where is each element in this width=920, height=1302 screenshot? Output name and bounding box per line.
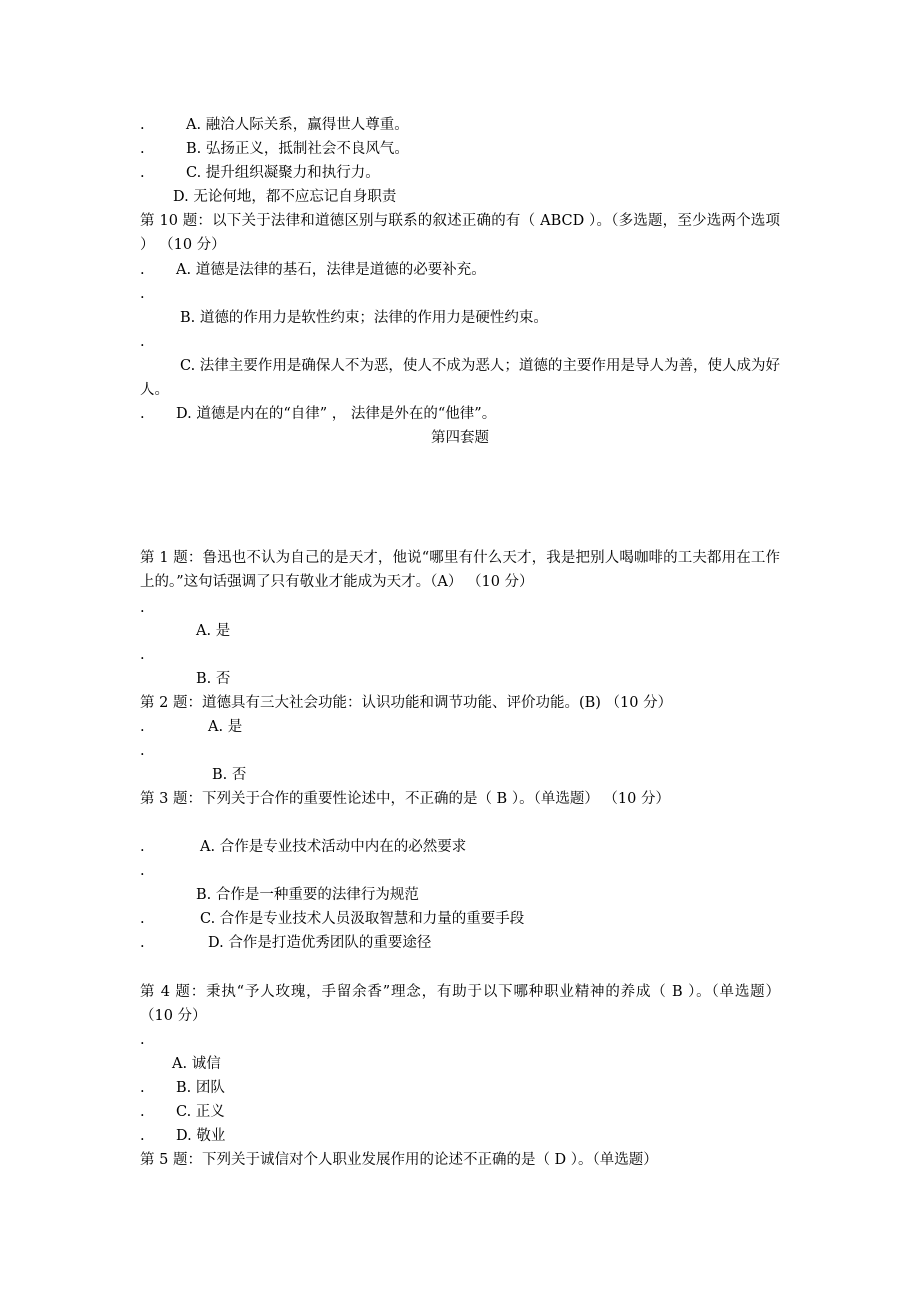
bullet-dot: .	[140, 1080, 145, 1096]
q10-option-c: C. 法律主要作用是确保人不为恶，使人不成为恶人；道德的主要作用是导人为善，使人成为好人。	[140, 358, 780, 398]
q2-option-a: A. 是	[208, 719, 243, 735]
prev-option-d: D. 无论何地，都不应忘记自身职责	[173, 189, 397, 205]
q1-stem: 第 1 题：鲁迅也不认为自己的是天才，他说“哪里有什么天才，我是把别人喝咖啡的工夫都用在工作上的。”这句话强调了只有敬业才能成为天才。（A） （10 分）	[140, 550, 780, 590]
q4-option-c: C. 正义	[176, 1104, 225, 1120]
bullet-dot: .	[140, 600, 145, 616]
bullet-dot: .	[140, 141, 145, 157]
q3-option-b: B. 合作是一种重要的法律行为规范	[196, 887, 419, 903]
bullet-dot: .	[140, 1104, 145, 1120]
bullet-dot: .	[140, 1032, 145, 1048]
bullet-dot: .	[140, 863, 145, 879]
q2-option-b: B. 否	[212, 767, 247, 783]
q3-option-c: C. 合作是专业技术人员汲取智慧和力量的重要手段	[200, 911, 525, 927]
bullet-dot: .	[140, 165, 145, 181]
q1-option-a: A. 是	[196, 623, 231, 639]
bullet-dot: .	[140, 839, 145, 855]
q10-option-a: A. 道德是法律的基石，法律是道德的必要补充。	[176, 262, 486, 278]
q4-option-b: B. 团队	[176, 1080, 225, 1096]
bullet-dot: .	[140, 334, 145, 350]
q10-stem: 第 10 题：以下关于法律和道德区别与联系的叙述正确的有（ ABCD ）。（多选题，至少选两个选项 ） （10 分）	[140, 213, 780, 253]
q3-option-d: D. 合作是打造优秀团队的重要途径	[208, 935, 432, 951]
bullet-dot: .	[140, 406, 145, 422]
q4-option-a: A. 诚信	[172, 1056, 221, 1072]
q10-option-d: D. 道德是内在的“自律” ， 法律是外在的“他律”。	[176, 406, 497, 422]
bullet-dot: .	[140, 647, 145, 663]
bullet-dot: .	[140, 1128, 145, 1144]
prev-option-c: C. 提升组织凝聚力和执行力。	[186, 165, 380, 181]
q2-stem: 第 2 题：道德具有三大社会功能：认识功能和调节功能、评价功能。(B) （10 分）	[140, 695, 673, 711]
bullet-dot: .	[140, 117, 145, 133]
q10-option-b: B. 道德的作用力是软性约束；法律的作用力是硬性约束。	[180, 310, 548, 326]
prev-option-b: B. 弘扬正义，抵制社会不良风气。	[186, 141, 409, 157]
bullet-dot: .	[140, 286, 145, 302]
q5-stem: 第 5 题：下列关于诚信对个人职业发展作用的论述不正确的是（ D ）。（单选题）	[140, 1152, 658, 1168]
q3-stem: 第 3 题：下列关于合作的重要性论述中，不正确的是（ B ）。（单选题） （10 分）	[140, 791, 670, 807]
q1-option-b: B. 否	[196, 671, 231, 687]
section-title: 第四套题	[431, 430, 489, 446]
bullet-dot: .	[140, 262, 145, 278]
bullet-dot: .	[140, 935, 145, 951]
q3-option-a: A. 合作是专业技术活动中内在的必然要求	[200, 839, 467, 855]
prev-option-a: A. 融洽人际关系，赢得世人尊重。	[186, 117, 409, 133]
bullet-dot: .	[140, 911, 145, 927]
bullet-dot: .	[140, 743, 145, 759]
q4-option-d: D. 敬业	[176, 1128, 226, 1144]
bullet-dot: .	[140, 719, 145, 735]
q4-stem: 第 4 题：秉执“予人玫瑰，手留余香”理念，有助于以下哪种职业精神的养成（ B ）。（单选题） （10 分）	[140, 984, 780, 1024]
